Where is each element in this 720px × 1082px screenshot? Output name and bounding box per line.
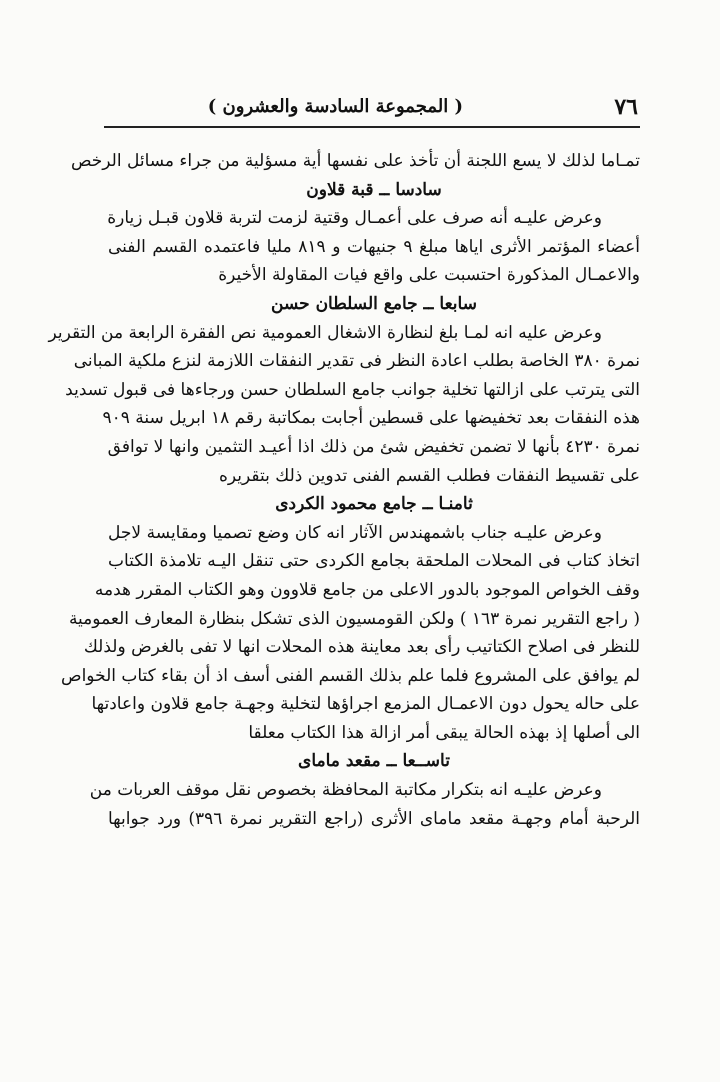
- text-line: والاعمـال المذكورة احتسبت على واقع فيات المقاولة الأخيرة: [218, 265, 640, 286]
- text-line: على تقسيط النفقات فطلب القسم الفنى تدوين ذلك بتقريره: [219, 465, 640, 486]
- text-line: وعرض عليه انه لمـا بلغ لنظارة الاشغال العمومية نص الفقرة الرابعة من التقرير: [48, 322, 602, 343]
- section-heading: سادسا ــ قبة قلاون: [306, 179, 442, 200]
- page-header: [108, 94, 638, 124]
- text-line: الرحبة أمام وجهـة مقعد ماماى الأثرى (راجع التقرير نمرة ٣٩٦) ورد جوابها: [108, 808, 640, 829]
- text-line: وعرض عليـه انه بتكرار مكاتبة المحافظة بخصوص نقل موقف العربات من: [89, 780, 602, 801]
- text-line: تمـاما لذلك لا يسع اللجنة أن تأخذ على نفسها أية مسؤلية من جراء مسائل الرخص: [70, 151, 640, 171]
- text-line: التى يترتب على ازالتها تخلية جوانب جامع السلطان حسن ورجاءها فى قبول تسديد: [65, 379, 640, 400]
- text-line: الى أصلها إذ بهذه الحالة يبقى أمر ازالة هذا الكتاب معلقا: [248, 722, 640, 743]
- section-heading: سابعا ــ جامع السلطان حسن: [271, 293, 477, 314]
- text-line: وعرض عليـه جناب باشمهندس الآثار انه كان وضع تصميا ومقايسة لاجل: [108, 522, 602, 543]
- text-line: وعرض عليـه أنه صرف على أعمـال وقتية لزمت لتربة قلاون قبـل زيارة: [107, 208, 602, 229]
- text-line: للنظر فى اصلاح الكتاتيب رأى بعد معاينة هذه المحلات انها لا تفى بالغرض ولذلك: [83, 637, 640, 658]
- section-heading: تاســعا ــ مقعد ماماى: [298, 751, 450, 772]
- text-line: على حاله يحول دون الاعمـال المزمع اجراؤها لتخلية وجهـة جامع قلاون واعادتها: [91, 694, 640, 715]
- header-rule: [104, 126, 640, 128]
- page-number: ٧٦: [614, 94, 638, 120]
- text-line: أعضاء المؤتمر الأثرى اياها مبلغ ٩ جنيهات و ٨١٩ مليا فاعتمده القسم الفنى: [108, 236, 641, 257]
- body-text: [48, 147, 641, 833]
- text-line: هذه النفقات بعد تخفيضها على قسطين أجابت بمكاتبة رقم ١٨ ابريل سنة ٩٠٩: [102, 408, 640, 429]
- text-line: لم يوافق على المشروع فلما علم بذلك القسم الفنى أسف اذ أن بقاء كتاب الخواص: [61, 665, 640, 686]
- text-line: نمرة ٣٨٠ الخاصة بطلب اعادة النظر فى تقدير النفقات اللازمة لنزع ملكية المبانى: [73, 351, 640, 372]
- section-heading: ثامنـا ــ جامع محمود الكردى: [275, 494, 473, 515]
- text-line: اتخاذ كتاب فى المحلات الملحقة بجامع الكردى حتى تنقل اليـه تلامذة الكتاب: [108, 551, 640, 572]
- running-title: ( المجموعة السادسة والعشرون ): [207, 96, 463, 117]
- text-line: نمرة ٤٢٣٠ بأنها لا تضمن تخفيض شئ من ذلك اذا أعيـد التثمين وانها لا توافق: [107, 436, 640, 457]
- text-line: وقف الخواص الموجود بالدور الاعلى من جامع قلاوون وهو الكتاب المقرر هدمه: [94, 579, 640, 600]
- text-line: ( راجع التقرير نمرة ١٦٣ ) ولكن القومسيون الذى تشكل بنظارة المعارف العمومية: [68, 608, 640, 629]
